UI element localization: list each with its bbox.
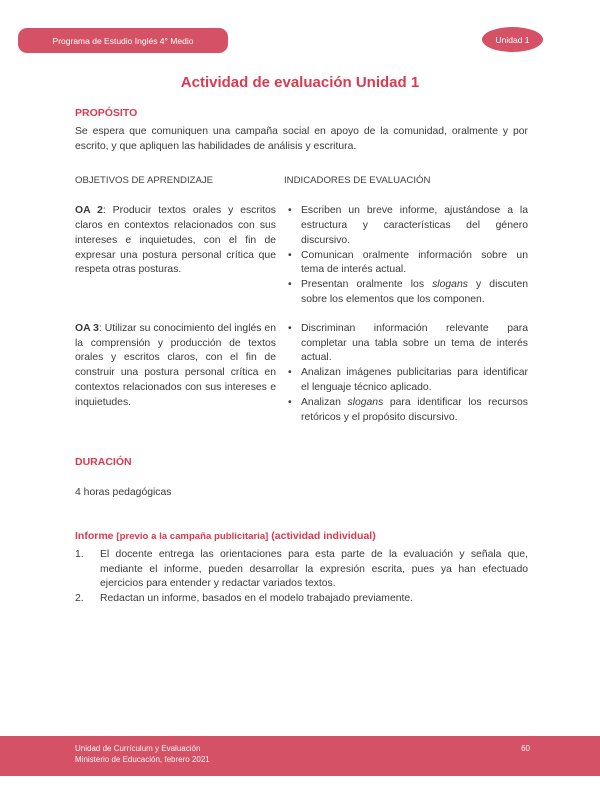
table-row-oa2 — [75, 204, 528, 308]
footer-org — [75, 743, 210, 776]
unit-badge — [482, 27, 543, 52]
program-badge-label: Programa de Estudio Inglés 4° Medio — [52, 35, 194, 46]
informe-steps-list — [75, 548, 528, 607]
item-number: 2. — [75, 593, 84, 605]
footer-org-line1: Unidad de Currículum y Evaluación — [75, 744, 201, 753]
duracion-text: 4 horas pedagógicas — [75, 487, 172, 499]
page-title: Actividad de evaluación Unidad 1 — [180, 74, 420, 91]
page-content — [75, 106, 528, 607]
indicator-item: • Discriminan información relevante para completar una tabla sobre un tema de interés actual. — [284, 322, 528, 366]
indicator-item: • Analizan slogans para identificar los recursos retóricos y el propósito discursivo. — [284, 396, 528, 426]
table-header-row — [75, 174, 528, 189]
oa2-paragraph: OA 2: Producir textos orales y escritos claros en contextos relacionados con sus intereses e inquietudes, con el fin de expresar una postura personal crítica que respeta otras posturas. — [75, 205, 276, 276]
page-number: 60 — [521, 744, 530, 753]
numbered-item — [75, 592, 528, 607]
item-text: Redactan un informe, basados en el modelo trabajado previamente. — [100, 593, 414, 605]
oa2-indicators-list — [284, 204, 528, 308]
objectives-column-header: OBJETIVOS DE APRENDIZAJE — [75, 175, 214, 187]
indicators-column-header: INDICADORES DE EVALUACIÓN — [284, 175, 431, 187]
program-badge — [18, 28, 228, 53]
item-text: El docente entrega las orientaciones para esta parte de la evaluación y señala que, mediante el informe, pueden desarrollar la expresión escrita, pues ya han efectuado ejercicios para entender y redactar variados textos. — [100, 548, 528, 590]
oa3-indicators-list — [284, 322, 528, 426]
numbered-item — [75, 548, 528, 592]
footer-org-line2: Ministerio de Educación, febrero 2021 — [75, 755, 210, 764]
duracion-heading: DURACIÓN — [75, 456, 132, 469]
proposito-heading: PROPÓSITO — [75, 107, 138, 119]
item-number: 1. — [75, 548, 84, 560]
footer-bar — [0, 736, 600, 776]
unit-badge-label: Unidad 1 — [495, 34, 530, 45]
indicator-item: • Analizan imágenes publicitarias para identificar el lenguaje técnico aplicado. — [284, 366, 528, 396]
indicator-item: • Comunican oralmente información sobre un tema de interés actual. — [284, 249, 528, 279]
proposito-text: Se espera que comuniquen una campaña social en apoyo de la comunidad, oralmente y por escrito, y que apliquen las habilidades de análisis y escritura. — [75, 125, 528, 152]
informe-heading: Informe [previo a la campaña publicitaria] (actividad individual) — [75, 529, 376, 542]
table-row-oa3 — [75, 322, 528, 426]
indicator-item: • Presentan oralmente los slogans y discuten sobre los elementos que los componen. — [284, 278, 528, 308]
oa3-paragraph: OA 3: Utilizar su conocimiento del inglés en la comprensión y producción de textos orales y escritos claros, con el fin de construir una postura personal crítica en contextos relacionados con sus intereses e inquietudes. — [75, 322, 276, 408]
indicator-item: • Escriben un breve informe, ajustándose a la estructura y características del género discursivo. — [284, 204, 528, 248]
